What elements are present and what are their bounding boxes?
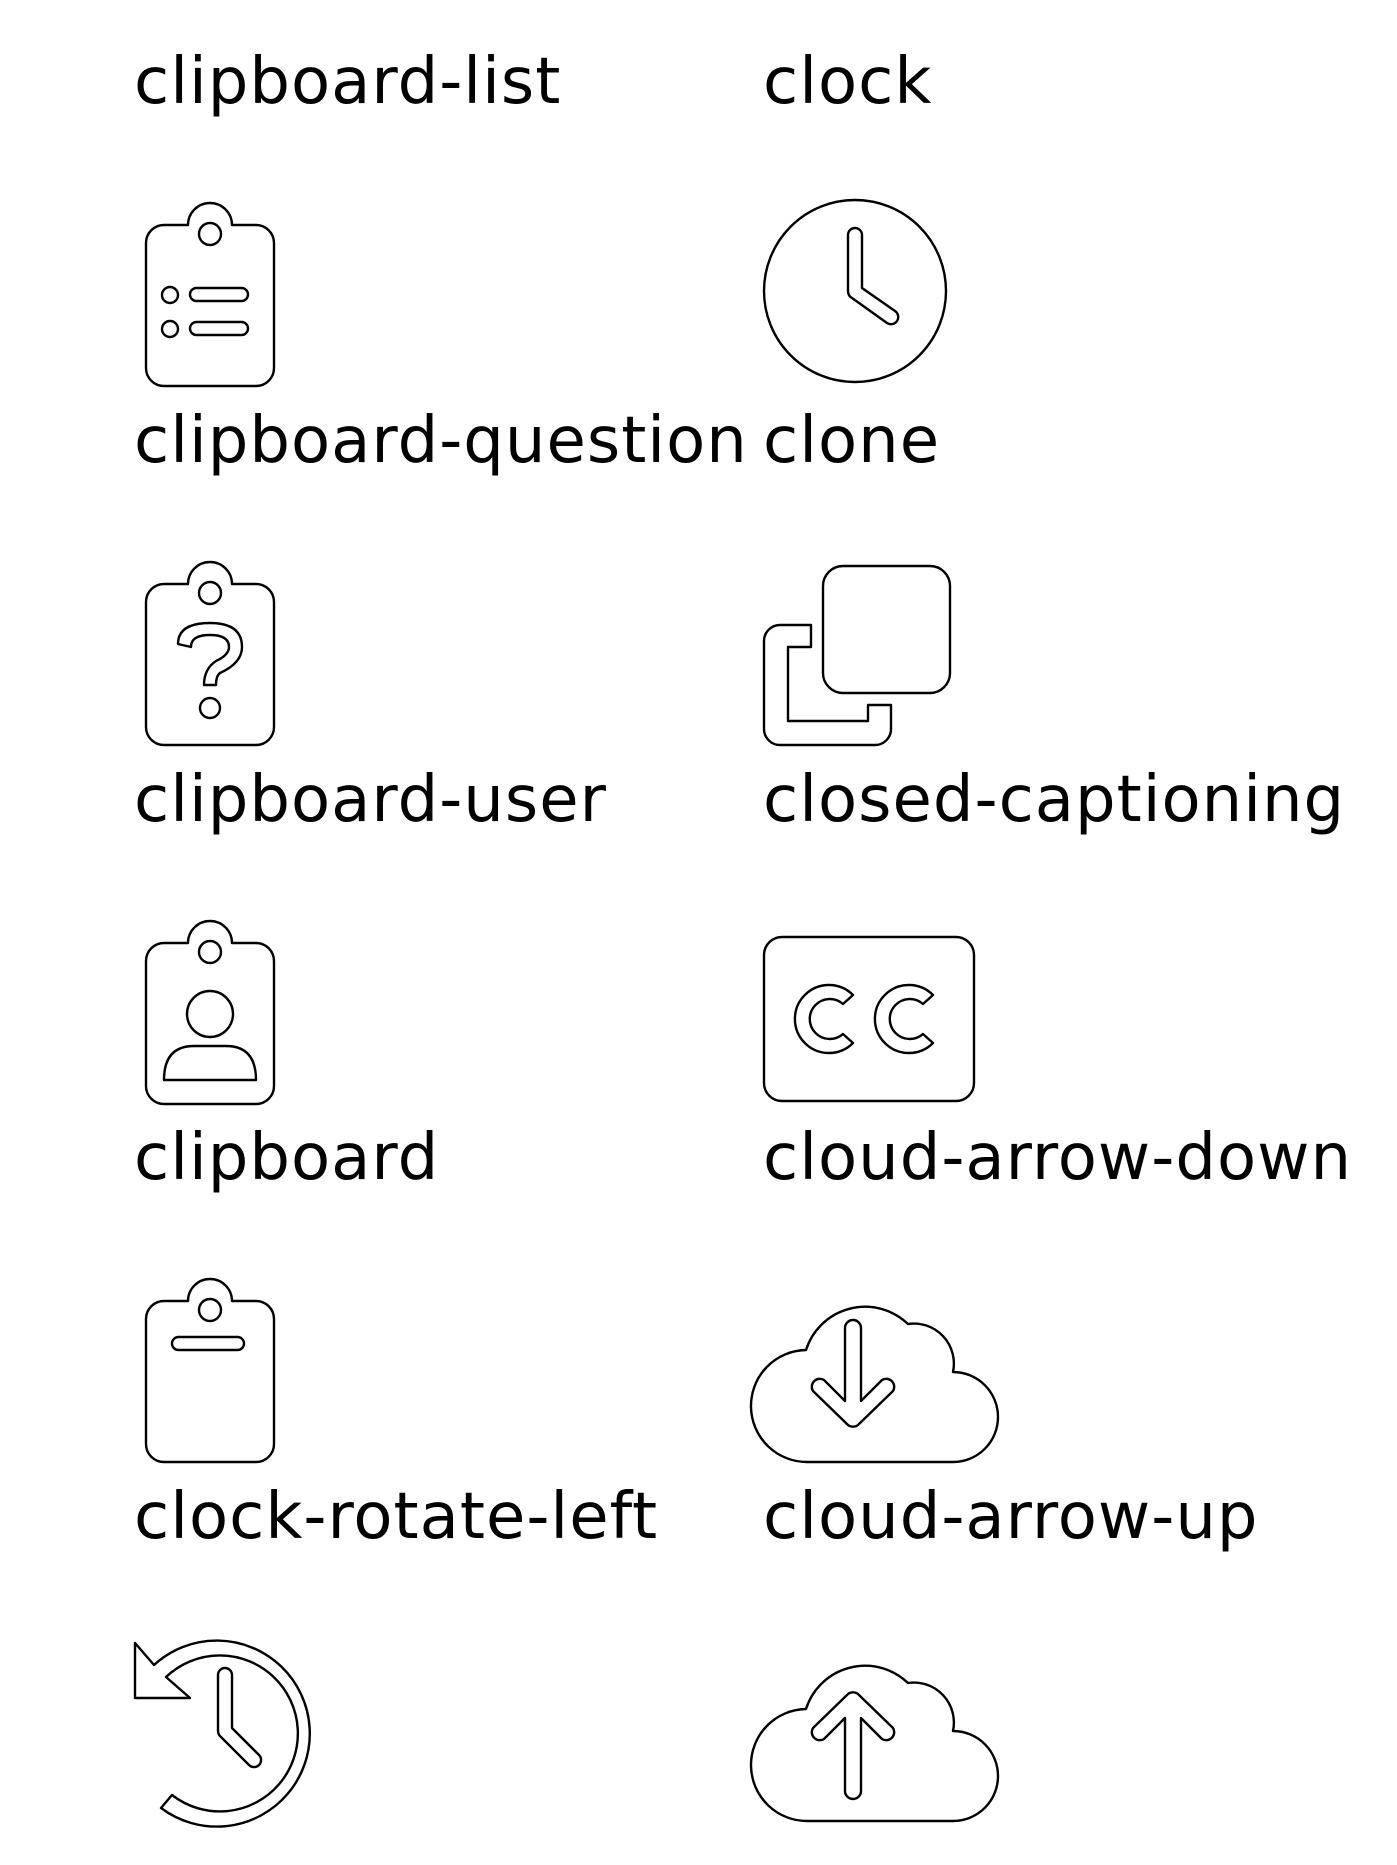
- icon-label: cloud-arrow-up: [763, 1480, 1259, 1554]
- clipboard-question-icon: [134, 549, 374, 749]
- icon-cell-clipboard-list: [134, 30, 774, 390]
- icon-label: closed-captioning: [763, 763, 1346, 837]
- cloud-arrow-down-icon: [763, 1266, 1003, 1466]
- icon-cell-clock-rotate-left: [134, 1465, 774, 1825]
- icon-cell-clipboard-question: [134, 389, 774, 749]
- icon-label: clipboard: [134, 1121, 440, 1195]
- icon-label: clipboard-user: [134, 763, 607, 837]
- icon-cell-cloud-arrow-down: [763, 1106, 1397, 1466]
- clone-icon: [763, 549, 1003, 749]
- icon-label: clone: [763, 404, 941, 478]
- icon-cell-closed-captioning: [763, 748, 1397, 1108]
- clipboard-user-icon: [134, 908, 374, 1108]
- icon-cell-clipboard-user: [134, 748, 774, 1108]
- icon-cell-clock: [763, 30, 1397, 390]
- icon-label: clipboard-question: [134, 404, 748, 478]
- clipboard-icon: [134, 1266, 374, 1466]
- icon-label: cloud-arrow-down: [763, 1121, 1352, 1195]
- icon-label: clock-rotate-left: [134, 1480, 659, 1554]
- icon-cell-clone: [763, 389, 1397, 749]
- clock-icon: [763, 190, 1003, 390]
- icon-cell-clipboard: [134, 1106, 774, 1466]
- clipboard-list-icon: [134, 190, 374, 390]
- icon-label: clipboard-list: [134, 45, 562, 119]
- icon-cell-cloud-arrow-up: [763, 1465, 1397, 1825]
- closed-captioning-icon: [763, 908, 1003, 1108]
- clock-rotate-left-icon: [134, 1625, 374, 1825]
- cloud-arrow-up-icon: [763, 1625, 1003, 1825]
- icon-label: clock: [763, 45, 933, 119]
